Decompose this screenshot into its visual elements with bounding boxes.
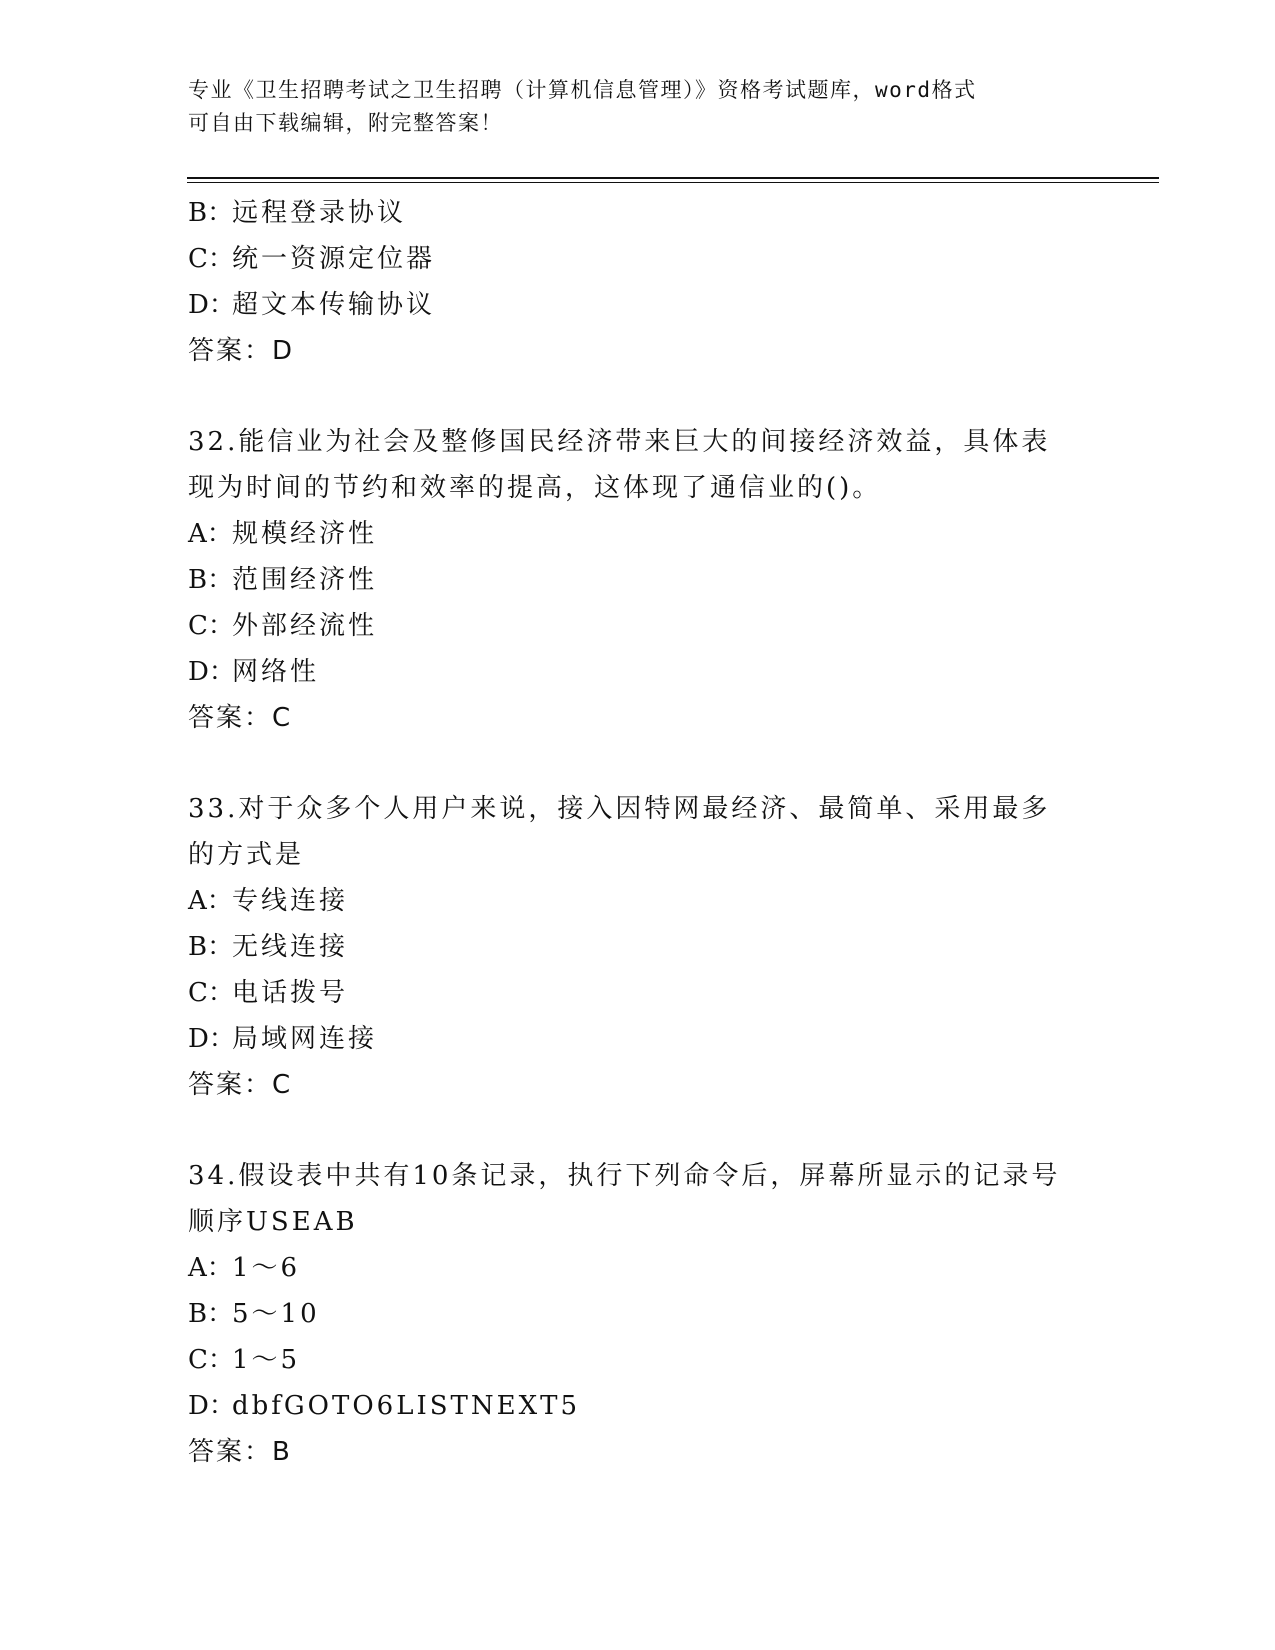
option-text: dbfGOTO6LISTNEXT5 — [232, 1391, 581, 1421]
option-key: A： — [188, 1253, 233, 1283]
option-c — [188, 236, 1088, 282]
option-text: 网络性 — [232, 657, 320, 687]
page-header — [188, 74, 1088, 140]
question-33 — [188, 786, 1088, 1108]
option-d — [188, 282, 1088, 328]
answer-line: 答案：C — [188, 703, 293, 733]
option-b — [188, 924, 1088, 970]
option-key: D： — [188, 1391, 235, 1421]
question-stem: 33.对于众多个人用户来说，接入因特网最经济、最简单、采用最多的方式是 — [188, 794, 1051, 870]
answer-line: 答案：C — [188, 1070, 293, 1100]
option-d — [188, 1383, 1088, 1429]
option-text: 外部经流性 — [232, 611, 378, 641]
question-stem: 32.能信业为社会及整修国民经济带来巨大的间接经济效益，具体表现为时间的节约和效率的提高，这体现了通信业的()。 — [188, 427, 1051, 503]
option-text: 规模经济性 — [232, 519, 378, 549]
option-c — [188, 970, 1088, 1016]
question-stem: 34.假设表中共有10条记录，执行下列命令后，屏幕所显示的记录号顺序USEAB — [188, 1161, 1061, 1237]
option-key: C： — [188, 244, 234, 274]
option-key: A： — [188, 886, 233, 916]
option-key: A： — [188, 519, 233, 549]
option-key: D： — [188, 657, 235, 687]
question-list — [188, 190, 1088, 1475]
option-text: 1～6 — [232, 1253, 301, 1283]
answer-line: 答案：B — [188, 1437, 292, 1467]
question-34 — [188, 1153, 1088, 1475]
option-text: 专线连接 — [232, 886, 349, 916]
option-text: 远程登录协议 — [232, 198, 407, 228]
option-b — [188, 557, 1088, 603]
answer-line: 答案：D — [188, 336, 295, 366]
header-line-2: 可自由下载编辑，附完整答案！ — [188, 111, 503, 135]
question-32 — [188, 419, 1088, 741]
option-c — [188, 1337, 1088, 1383]
header-divider — [187, 177, 1159, 179]
option-key: C： — [188, 1345, 234, 1375]
option-text: 1～5 — [232, 1345, 301, 1375]
option-key: B： — [188, 932, 234, 962]
option-text: 局域网连接 — [232, 1024, 378, 1054]
option-text: 电话拨号 — [232, 978, 349, 1008]
header-divider-thin — [187, 182, 1159, 183]
option-a — [188, 511, 1088, 557]
option-key: B： — [188, 1299, 234, 1329]
question-31-tail — [188, 190, 1088, 374]
option-key: D： — [188, 1024, 235, 1054]
option-key: C： — [188, 978, 234, 1008]
option-d — [188, 649, 1088, 695]
option-key: B： — [188, 198, 234, 228]
option-text: 统一资源定位器 — [232, 244, 436, 274]
header-line-1: 专业《卫生招聘考试之卫生招聘（计算机信息管理）》资格考试题库，word格式 — [188, 78, 977, 102]
option-c — [188, 603, 1088, 649]
option-b — [188, 190, 1088, 236]
option-b — [188, 1291, 1088, 1337]
option-key: C： — [188, 611, 234, 641]
option-text: 无线连接 — [232, 932, 349, 962]
option-d — [188, 1016, 1088, 1062]
option-a — [188, 1245, 1088, 1291]
option-key: B： — [188, 565, 234, 595]
option-text: 范围经济性 — [232, 565, 378, 595]
option-a — [188, 878, 1088, 924]
option-key: D： — [188, 290, 235, 320]
option-text: 超文本传输协议 — [232, 290, 436, 320]
option-text: 5～10 — [232, 1299, 320, 1329]
